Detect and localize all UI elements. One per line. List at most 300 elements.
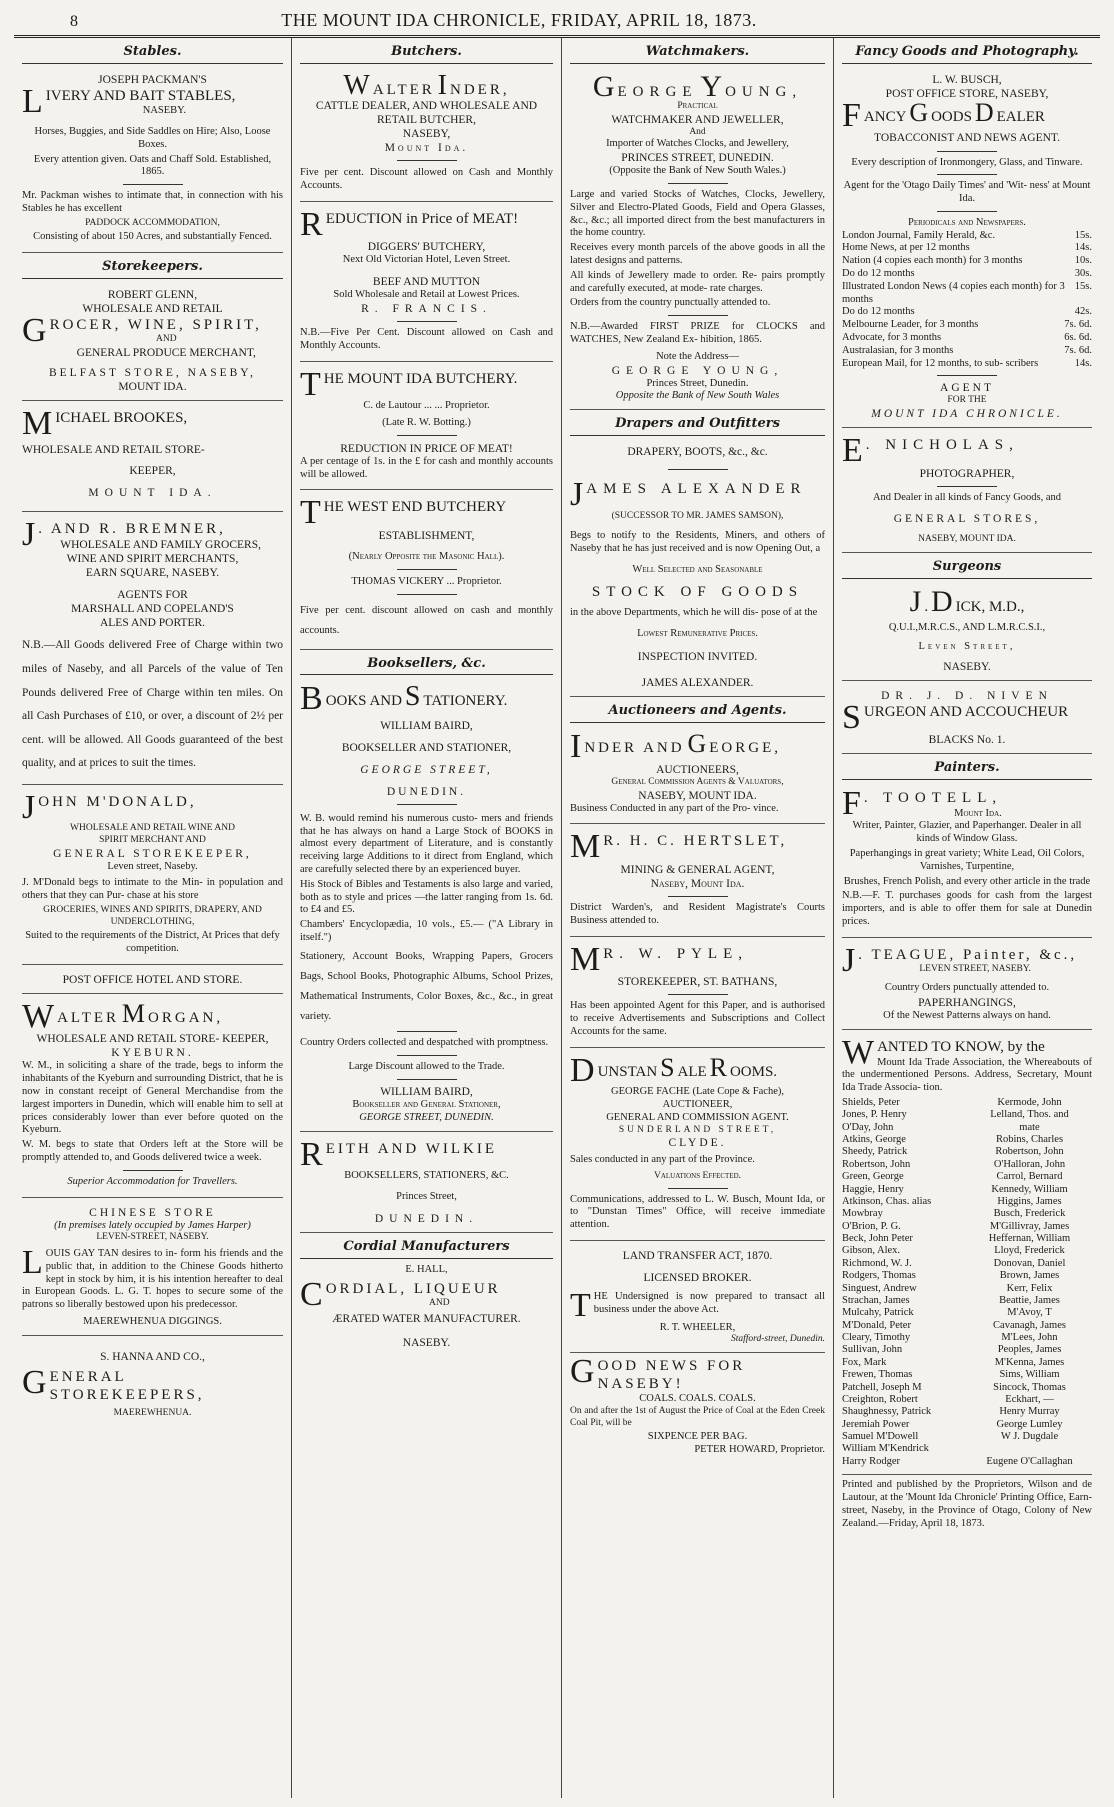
ad-line: LEVEN-STREET, NASEBY. xyxy=(96,1232,209,1243)
ad-morgan xyxy=(22,998,283,1198)
ad-line: AND xyxy=(429,1297,450,1308)
drop-cap: J xyxy=(570,475,584,513)
drop-cap: G xyxy=(592,69,615,103)
drop-cap: M xyxy=(570,940,601,978)
drop-cap: F xyxy=(842,96,861,134)
wanted-person: Singuest, Andrew xyxy=(842,1282,917,1294)
wanted-person: M'Avoy, T xyxy=(1007,1307,1052,1319)
price-value: 7s. 6d. xyxy=(1064,344,1092,356)
ad-line: MAEREWHENUA DIGGINGS. xyxy=(83,1315,222,1327)
drop-cap: M xyxy=(121,998,146,1028)
ad-line: NASEBY. xyxy=(943,660,991,673)
ad-line: WINE AND SPIRIT MERCHANTS, xyxy=(66,553,239,566)
wanted-person: Gibson, Alex. xyxy=(842,1245,901,1257)
ad-william-baird xyxy=(300,680,553,1131)
wanted-person: Sullivan, John xyxy=(842,1344,903,1356)
ad-line: FOR THE xyxy=(947,395,987,406)
ad-body: Five per cent. discount allowed on cash and monthly accounts. xyxy=(300,604,553,636)
ad-line: BLACKS No. 1. xyxy=(928,734,1006,747)
ad-body: A per centage of 1s. in the £ for cash and monthly accounts will be allowed. xyxy=(300,455,553,480)
price-row xyxy=(842,230,1092,243)
ad-line: (Nearly Opposite the Masonic Hall). xyxy=(348,551,505,563)
ad-line: Mount Ida. xyxy=(954,807,1002,819)
ad-line: STOREKEEPER, ST. BATHANS, xyxy=(617,976,778,989)
ad-line: BELFAST STORE, NASEBY, xyxy=(48,366,256,379)
wanted-person xyxy=(967,1443,1092,1455)
ad-line: BEEF AND MUTTON xyxy=(372,276,481,289)
wanted-person: Cleary, Timothy xyxy=(842,1332,911,1344)
ad-line: LEVEN STREET, NASEBY. xyxy=(919,964,1031,975)
column-3 xyxy=(562,38,834,1798)
price-item: Illustrated London News (4 copies each month) for 3 months xyxy=(842,280,1065,305)
drop-cap: G xyxy=(570,1352,595,1390)
wanted-person: mate xyxy=(1019,1121,1040,1133)
ad-line: MOUNT IDA CHRONICLE. xyxy=(871,408,1063,421)
price-row xyxy=(842,255,1092,268)
wanted-list-left xyxy=(842,1097,967,1468)
masthead xyxy=(14,10,1100,38)
wanted-person: Creighton, Robert xyxy=(842,1393,918,1405)
ad-line: C. de Lautour ... ... Proprietor. xyxy=(363,400,490,412)
ad-heading: OUNG, xyxy=(725,83,803,100)
price-row xyxy=(842,319,1092,332)
drop-cap: J xyxy=(842,941,856,979)
drop-cap: W xyxy=(22,997,55,1035)
ad-line: MARSHALL AND COPELAND'S xyxy=(71,603,234,616)
ad-heading: ANTED TO KNOW, by the xyxy=(877,1039,1045,1056)
ad-line: AGENT xyxy=(940,382,994,395)
ad-line: DR. J. D. NIVEN xyxy=(881,689,1053,702)
ad-dunstan-sale-rooms xyxy=(570,1052,825,1241)
drop-cap: S xyxy=(660,1052,675,1082)
drop-cap: L xyxy=(22,1243,43,1281)
drop-cap: S xyxy=(842,698,861,736)
wanted-person: Atkins, George xyxy=(842,1134,906,1146)
wanted-person: Kermode, John xyxy=(997,1096,1062,1108)
wanted-list xyxy=(842,1097,1092,1468)
ad-line: Naseby, Mount Ida. xyxy=(650,877,745,890)
ad-body: Country Orders collected and despatched with promptness. xyxy=(300,1037,549,1049)
price-item: Advocate, for 3 months xyxy=(842,332,942,344)
wanted-person: Busch, Frederick xyxy=(993,1208,1066,1220)
ad-line: Periodicals and Newspapers. xyxy=(908,216,1026,228)
ad-heading: OHN M'DONALD, xyxy=(38,793,197,810)
drop-cap: D xyxy=(974,97,994,127)
ad-george-young xyxy=(570,69,825,410)
price-row xyxy=(842,306,1092,319)
ad-line: Importer of Watches Clocks, and Jewellery, xyxy=(606,138,789,150)
ad-line: Stafford-street, Dunedin. xyxy=(730,1334,825,1345)
ad-line: PAPERHANGINGS, xyxy=(918,997,1016,1010)
ad-pyle xyxy=(570,941,825,1048)
ad-line: COALS. COALS. COALS. xyxy=(639,1393,756,1405)
ad-heading: ICK, M.D., xyxy=(955,598,1025,615)
price-item: European Mail, for 12 months, to sub- scribers xyxy=(842,357,1039,369)
price-value: 7s. 6d. xyxy=(1064,319,1092,331)
ad-line: Opposite the Bank of New South Wales xyxy=(615,390,780,402)
ad-line: POST OFFICE HOTEL AND STORE. xyxy=(62,973,243,986)
ad-name: JOSEPH PACKMAN'S xyxy=(98,73,207,86)
ad-line: Bookseller and General Stationer, xyxy=(352,1099,501,1111)
section-painters: Painters. xyxy=(842,758,1092,780)
ad-line: NASEBY. xyxy=(402,1337,451,1350)
wanted-person: M'Donald, Peter xyxy=(842,1319,911,1331)
wanted-person: Fox, Mark xyxy=(842,1356,887,1368)
wanted-person: Haggie, Henry xyxy=(842,1183,904,1195)
ad-line: WHOLESALE AND RETAIL xyxy=(82,303,223,315)
ad-line: SIXPENCE PER BAG. xyxy=(647,1431,748,1443)
ad-wanted-to-know xyxy=(842,1034,1092,1475)
ad-line: KYEBURN. xyxy=(111,1047,194,1060)
wanted-person: Green, George xyxy=(842,1171,904,1183)
ad-inder-george xyxy=(570,728,825,824)
ad-body: Has been appointed Agent for this Paper, and is authorised to receive Advertisements and Subscriptions and Collect Accounts for the same. xyxy=(570,1000,825,1037)
drop-cap: Y xyxy=(700,69,723,103)
ad-heading: NDER, xyxy=(450,81,510,98)
ad-walter-inder xyxy=(300,69,553,202)
ad-line: GEORGE STREET, DUNEDIN. xyxy=(359,1111,494,1123)
ad-body: Receives every month parcels of the above goods in all the latest designs and patterns. xyxy=(570,242,825,266)
ad-line: MOUNT IDA. xyxy=(118,380,187,393)
drop-cap: B xyxy=(300,680,323,718)
ad-line: PETER HOWARD, Proprietor. xyxy=(694,1444,825,1456)
wanted-person: George Lumley xyxy=(996,1418,1063,1430)
ad-line: AUCTIONEER, xyxy=(662,1098,733,1110)
drop-cap: G xyxy=(909,97,929,127)
drop-cap: T xyxy=(300,365,321,403)
ad-line: Princes Street, xyxy=(396,1191,457,1203)
ad-heading: ORDIAL, LIQUEUR xyxy=(325,1280,501,1297)
wanted-person: Brown, James xyxy=(999,1270,1060,1282)
wanted-person: Sincock, Thomas xyxy=(993,1381,1066,1393)
ad-line: MINING & GENERAL AGENT, xyxy=(620,863,775,876)
page-number: 8 xyxy=(70,13,78,30)
price-list xyxy=(842,230,1092,371)
ad-heading: . TEAGUE, Painter, &c., xyxy=(858,946,1078,963)
ad-line: NASEBY, MOUNT IDA. xyxy=(918,534,1016,545)
ad-mdonald xyxy=(22,789,283,965)
price-item: Do do 12 months xyxy=(842,306,915,318)
drop-cap: S xyxy=(404,681,421,713)
ad-brookes xyxy=(22,405,283,512)
drop-cap: L xyxy=(22,82,43,120)
ad-heading: HE MOUNT IDA BUTCHERY. xyxy=(323,370,518,387)
column-2 xyxy=(292,38,562,1798)
ad-name: ROBERT GLENN, xyxy=(107,288,198,301)
drop-cap: C xyxy=(300,1275,323,1313)
ad-body: OUIS GAY TAN desires to in- form his friends and the public that, in addition to the Chinese Goods hitherto kept in stock by him, it is his intention hereafter to deal in European Goods. L. G. T. hopes to secure some of the patrons so liberally bestowed upon his predecessor. xyxy=(22,1247,283,1311)
ad-body: Chambers' Encyclopædia, 10 vols., £5.— ("A Library in itself.") xyxy=(300,919,553,943)
wanted-person: Carrol, Bernard xyxy=(996,1171,1063,1183)
column-4 xyxy=(834,38,1100,1798)
ad-line: AND xyxy=(155,334,177,345)
wanted-person: Sheedy, Patrick xyxy=(842,1146,908,1158)
ad-body: Business Conducted in any part of the Pro- vince. xyxy=(570,802,779,814)
price-value: 14s. xyxy=(1074,242,1092,254)
ad-body: Large Discount allowed to the Trade. xyxy=(348,1061,505,1073)
price-item: Melbourne Leader, for 3 months xyxy=(842,319,979,331)
ad-line: WHOLESALE AND RETAIL STORE- xyxy=(22,443,205,456)
ad-line: GEORGE FACHE (Late Cope & Fache), xyxy=(610,1086,785,1098)
wanted-person: Shaughnessy, Patrick xyxy=(842,1406,932,1418)
wanted-person: Beck, John Peter xyxy=(842,1233,913,1245)
ad-body: Large and varied Stocks of Watches, Clocks, Jewellery, Silver and Electro-Plated Goods, Field and Opera Glasses, &c., &c.; all imported direct from the best manufacturers in the home country. xyxy=(570,188,825,239)
drop-cap: G xyxy=(687,729,707,759)
ad-body: PADDOCK ACCOMMODATION, xyxy=(85,217,220,228)
ad-line: ESTABLISHMENT, xyxy=(378,530,475,543)
wanted-person: Robertson, John xyxy=(842,1158,911,1170)
ad-teague xyxy=(842,942,1092,1030)
price-value: 10s. xyxy=(1074,255,1092,267)
ad-line: Valuations Effected. xyxy=(653,1170,742,1181)
ad-heading: OOD NEWS FOR NASEBY! xyxy=(597,1357,746,1393)
ad-line: STOCK OF GOODS xyxy=(591,583,804,600)
wanted-person: Jones, P. Henry xyxy=(842,1109,907,1121)
ad-name: L. W. BUSCH, xyxy=(932,73,1002,86)
ad-heading: IVERY AND BAIT STABLES, xyxy=(45,87,236,104)
ad-body: His Stock of Bibles and Testaments is also large and varied, both as to style and prices —the latter ranging from 1s. 6d. to £4 and £5. xyxy=(300,878,553,916)
ad-heading: R. H. C. HERTSLET, xyxy=(603,833,788,850)
ad-line: BOOKSELLER AND STATIONER, xyxy=(341,741,512,754)
drop-cap: I xyxy=(570,728,582,766)
newspaper-title: THE MOUNT IDA CHRONICLE, FRIDAY, APRIL 18, 1873. xyxy=(281,10,757,30)
ad-line: MOUNT IDA. xyxy=(88,487,217,500)
ad-body: Every attention given. Oats and Chaff Sold. Established, 1865. xyxy=(33,153,272,178)
ad-line: SPIRIT MERCHANT AND xyxy=(99,835,206,845)
ad-heading: TATIONERY. xyxy=(423,693,508,710)
ad-line: WHOLESALE AND RETAIL STORE- KEEPER, xyxy=(36,1033,269,1046)
section-booksellers: Booksellers, &c. xyxy=(300,654,553,676)
ad-heading: EORGE xyxy=(617,83,698,100)
drop-cap: G xyxy=(22,312,47,350)
ad-line: GENERAL STORES, xyxy=(893,513,1041,526)
ad-heading: OOKS AND xyxy=(325,693,402,710)
ad-heading: R. W. PYLE, xyxy=(603,945,748,962)
ad-james-alexander xyxy=(570,441,825,698)
ad-body: N.B.—Five Per Cent. Discount allowed on Cash and Monthly Accounts. xyxy=(300,327,553,351)
wanted-person: Robertson, John xyxy=(995,1146,1064,1158)
wanted-person: Richmond, W. J. xyxy=(842,1257,912,1269)
ad-line: GENERAL PRODUCE MERCHANT, xyxy=(76,346,256,359)
ad-heading: ORGAN, xyxy=(148,1009,224,1026)
ad-line: Leven street, Naseby. xyxy=(107,860,198,872)
ad-heading: CHINESE STORE xyxy=(89,1206,216,1219)
price-value: 15s. xyxy=(1074,280,1092,292)
price-value: 14s. xyxy=(1074,357,1092,369)
ad-good-news xyxy=(570,1352,825,1457)
ad-line: PRINCES STREET, DUNEDIN. xyxy=(621,152,774,165)
ad-body: J. M'Donald begs to intimate to the Min- in population and others that they can Pur- chase at his store xyxy=(22,877,283,902)
ad-line: SUNDERLAND STREET, xyxy=(618,1124,777,1135)
ad-diggers-butchery xyxy=(300,206,553,362)
wanted-list-right xyxy=(967,1097,1092,1468)
wanted-person: Heffernan, William xyxy=(988,1233,1071,1245)
wanted-person: Lelland, Thos. and xyxy=(990,1109,1069,1121)
ad-line: Note the Address— xyxy=(656,350,739,362)
ad-line: JAMES ALEXANDER. xyxy=(641,677,754,690)
wanted-person: William M'Kendrick xyxy=(842,1443,929,1455)
ad-line: DRAPERY, BOOTS, &c., &c. xyxy=(627,445,768,458)
ad-line: Leven Street, xyxy=(918,641,1016,653)
ad-body: N.B.—All Goods delivered Free of Charge within two miles of Naseby, and all Parcels of the value of Ten Pounds delivered Free of Charge within ten miles. On all Cash Purchases of £10, or over, a discount of 2½ per cent. will be allowed. All Goods guaranteed of the best quality, and at prices to suit the times. xyxy=(22,639,283,770)
ad-reith-wilkie xyxy=(300,1136,553,1233)
price-item: London Journal, Family Herald, &c. xyxy=(842,229,996,241)
wanted-person: O'Halloran, John xyxy=(993,1158,1066,1170)
wanted-person: Peoples, James xyxy=(997,1344,1062,1356)
section-butchers: Butchers. xyxy=(300,42,553,64)
ad-body: GROCERIES, WINES AND SPIRITS, DRAPERY, AND UNDERCLOTHING, xyxy=(43,904,262,927)
section-auctioneers: Auctioneers and Agents. xyxy=(570,701,825,723)
ad-body: Every description of Ironmongery, Glass, and Tinware. xyxy=(851,156,1083,168)
price-item: Nation (4 copies each month) for 3 months xyxy=(842,255,1023,267)
drop-cap: F xyxy=(842,785,861,823)
ad-heading: . xyxy=(924,598,929,615)
ad-line: WATCHMAKER AND JEWELLER, xyxy=(611,113,784,126)
ad-line: ÆRATED WATER MANUFACTURER. xyxy=(332,1313,521,1326)
ad-heading: . TOOTELL, xyxy=(863,790,1003,807)
ad-name: S. HANNA AND CO., xyxy=(100,1350,205,1363)
price-item: Do do 12 months xyxy=(842,268,915,280)
ad-body: District Warden's, and Resident Magistrate's Courts Business attended to. xyxy=(570,901,825,926)
ad-line: WILLIAM BAIRD, xyxy=(380,1086,473,1099)
imprint: Printed and published by the Proprietors, Wilson and de Lautour, at the 'Mount Ida Chronicle' Printing Office, Earn-street, Naseby, in the Province of Otago, Colony of New Zealand.—Friday, April 18, 1873. xyxy=(842,1479,1092,1529)
ad-line: (In premises lately occupied by James Harper) xyxy=(54,1219,251,1231)
ad-heading: ALTER xyxy=(57,1009,120,1026)
ad-body: Stationery, Account Books, Wrapping Papers, Grocers Bags, School Books, Photographic Albums, School Prizes, Mathematical Instruments, Color Boxes, &c., &c., in great variety. xyxy=(300,950,553,1022)
price-row xyxy=(842,281,1092,307)
wanted-person: W J. Dugdale xyxy=(1000,1431,1059,1443)
section-drapers: Drapers and Outfitters xyxy=(570,414,825,436)
ad-heading: ROCER, WINE, SPIRIT, xyxy=(49,317,262,334)
ad-line: NASEBY, MOUNT IDA. xyxy=(638,789,757,802)
ad-heading: URGEON AND ACCOUCHEUR xyxy=(863,703,1069,720)
section-storekeepers: Storekeepers. xyxy=(22,257,283,279)
ad-land-transfer xyxy=(570,1245,825,1353)
ad-line: AGENTS FOR xyxy=(117,589,188,602)
price-value: 42s. xyxy=(1074,306,1092,318)
wanted-person: O'Brion, P. G. xyxy=(842,1220,901,1232)
wanted-person: Lloyd, Frederick xyxy=(994,1245,1065,1257)
ad-body: Five per cent. Discount allowed on Cash and Monthly Accounts. xyxy=(300,167,553,192)
ad-line: E. HALL, xyxy=(405,1263,448,1275)
ad-post-office-hotel xyxy=(22,969,283,994)
ad-line: NASEBY, xyxy=(402,128,451,141)
drop-cap: G xyxy=(22,1363,47,1401)
ad-heading: EORGE, xyxy=(709,740,781,757)
drop-cap: W xyxy=(343,69,370,101)
ad-heading: AMES ALEXANDER xyxy=(586,480,807,497)
wanted-person: O'Day, John xyxy=(842,1121,894,1133)
ad-line: DUNEDIN. xyxy=(386,785,467,798)
wanted-person: Kennedy, William xyxy=(991,1183,1068,1195)
ad-body: W. M., in soliciting a share of the trade, begs to inform the inhabitants of the Kyeburn and surrounding District, that he is now in constant receipt of General Merchandise from the largest importers in Dunedin, which will enable him to sell at prices considerably lower than ever before quoted on the Kyeburn. xyxy=(22,1060,283,1136)
ad-line: GENERAL STOREKEEPER, xyxy=(53,847,252,860)
ad-body: W. B. would remind his numerous custo- mers and friends that he has always on hand a Large Stock of BOOKS in almost every department of Literature, and is constantly receiving large Additions to it direct from England, which are carefully selected there by an experienced buyer. xyxy=(300,812,553,875)
ad-body: Country Orders punctually attended to. xyxy=(884,981,1050,993)
ad-body: Communications, addressed to L. W. Busch, Mount Ida, or to "Dunstan Times" Office, will receive immediate attention. xyxy=(570,1193,825,1231)
wanted-person: Mowbray xyxy=(842,1208,883,1220)
ad-line: CLYDE. xyxy=(668,1137,727,1150)
ad-body: Superior Accommodation for Travellers. xyxy=(67,1175,238,1187)
section-surgeons: Surgeons xyxy=(842,557,1092,579)
ad-line: MAEREWHENUA. xyxy=(113,1408,192,1419)
ad-body: N.B.—F. T. purchases goods for cash from the largest importers, and is able to offer them for sale at Dunedin prices. xyxy=(842,890,1092,927)
wanted-person: Frewen, Thomas xyxy=(842,1369,913,1381)
ad-hall xyxy=(300,1264,553,1351)
wanted-person: Kerr, Felix xyxy=(1006,1282,1053,1294)
drop-cap: R xyxy=(709,1052,727,1082)
ad-body: Consisting of about 150 Acres, and substantially Fenced. xyxy=(33,231,272,243)
wanted-person: Sims, William xyxy=(999,1369,1060,1381)
price-value: 15s. xyxy=(1074,229,1092,241)
ad-line: Practical xyxy=(677,101,718,112)
ad-line: Princes Street, Dunedin. xyxy=(646,377,749,389)
wanted-person: M'Kenna, James xyxy=(994,1356,1065,1368)
ad-line: INSPECTION INVITED. xyxy=(637,651,758,664)
ad-body: On and after the 1st of August the Price of Coal at the Eden Creek Coal Pit, will be xyxy=(570,1406,825,1428)
ad-line: Mount Ida. xyxy=(384,142,469,155)
ad-line: DUNEDIN. xyxy=(374,1212,479,1225)
ad-line: R. FRANCIS. xyxy=(361,303,492,316)
ad-body: Writer, Painter, Glazier, and Paperhanger. Dealer in all kinds of Window Glass. xyxy=(852,820,1082,845)
ad-body: HE Undersigned is now prepared to transact all business under the above Act. xyxy=(593,1290,825,1315)
section-cordial: Cordial Manufacturers xyxy=(300,1237,553,1259)
ad-body: Orders from the country punctually attended to. xyxy=(570,297,771,309)
ad-line: PHOTOGRAPHER, xyxy=(919,467,1015,480)
column-1 xyxy=(14,38,292,1798)
ad-line: TOBACCONIST AND NEWS AGENT. xyxy=(874,132,1060,145)
ad-hanna xyxy=(22,1340,283,1420)
ad-line: WHOLESALE AND FAMILY GROCERS, xyxy=(60,539,261,552)
ad-tootell xyxy=(842,785,1092,937)
price-row xyxy=(842,242,1092,255)
ad-line: Sold Wholesale and Retail at Lowest Prices. xyxy=(333,289,520,301)
ad-dick xyxy=(842,584,1092,681)
ad-line: Next Old Victorian Hotel, Leven Street. xyxy=(342,254,511,266)
ad-heading: ALE xyxy=(677,1063,707,1080)
ad-line: EARN SQUARE, NASEBY. xyxy=(85,567,220,580)
ad-heading: . NICHOLAS, xyxy=(865,437,1019,454)
ad-heading: HE WEST END BUTCHERY xyxy=(323,499,507,516)
ad-line: REDUCTION IN PRICE OF MEAT! xyxy=(340,442,513,455)
ad-heading: ENERAL STOREKEEPERS, xyxy=(49,1368,205,1404)
ad-line: POST OFFICE STORE, NASEBY, xyxy=(885,87,1049,100)
ad-line: AUCTIONEERS, xyxy=(656,763,739,776)
ad-line: THOMAS VICKERY ... Proprietor. xyxy=(351,575,502,587)
ad-body: Mr. Packman wishes to intimate that, in connection with his Stables he has excellent xyxy=(22,190,283,214)
drop-cap: J xyxy=(22,788,36,826)
section-fancy-goods: Fancy Goods and Photography. xyxy=(842,42,1092,64)
wanted-person: Strachan, James xyxy=(842,1294,910,1306)
ad-packman xyxy=(22,69,283,253)
price-row xyxy=(842,358,1092,371)
ad-line: Well Selected and Seasonable xyxy=(632,563,763,575)
drop-cap: T xyxy=(570,1286,591,1324)
price-value: 30s. xyxy=(1074,268,1092,280)
ad-heading: EDUCTION in Price of MEAT! xyxy=(325,210,519,227)
ad-line: LICENSED BROKER. xyxy=(643,1271,752,1284)
drop-cap: J xyxy=(22,516,36,554)
ad-line: Of the Newest Patterns always on hand. xyxy=(883,1010,1051,1022)
drop-cap: I xyxy=(437,69,447,101)
ad-line: (SUCCESSOR TO MR. JAMES SAMSON), xyxy=(611,510,784,521)
ad-line: WILLIAM BAIRD, xyxy=(380,719,473,732)
ad-bremner xyxy=(22,516,283,785)
wanted-person: Donovan, Daniel xyxy=(993,1257,1066,1269)
wanted-person: Mulcahy, Patrick xyxy=(842,1307,914,1319)
drop-cap: R xyxy=(300,205,323,243)
ad-heading: OOMS. xyxy=(729,1063,778,1080)
